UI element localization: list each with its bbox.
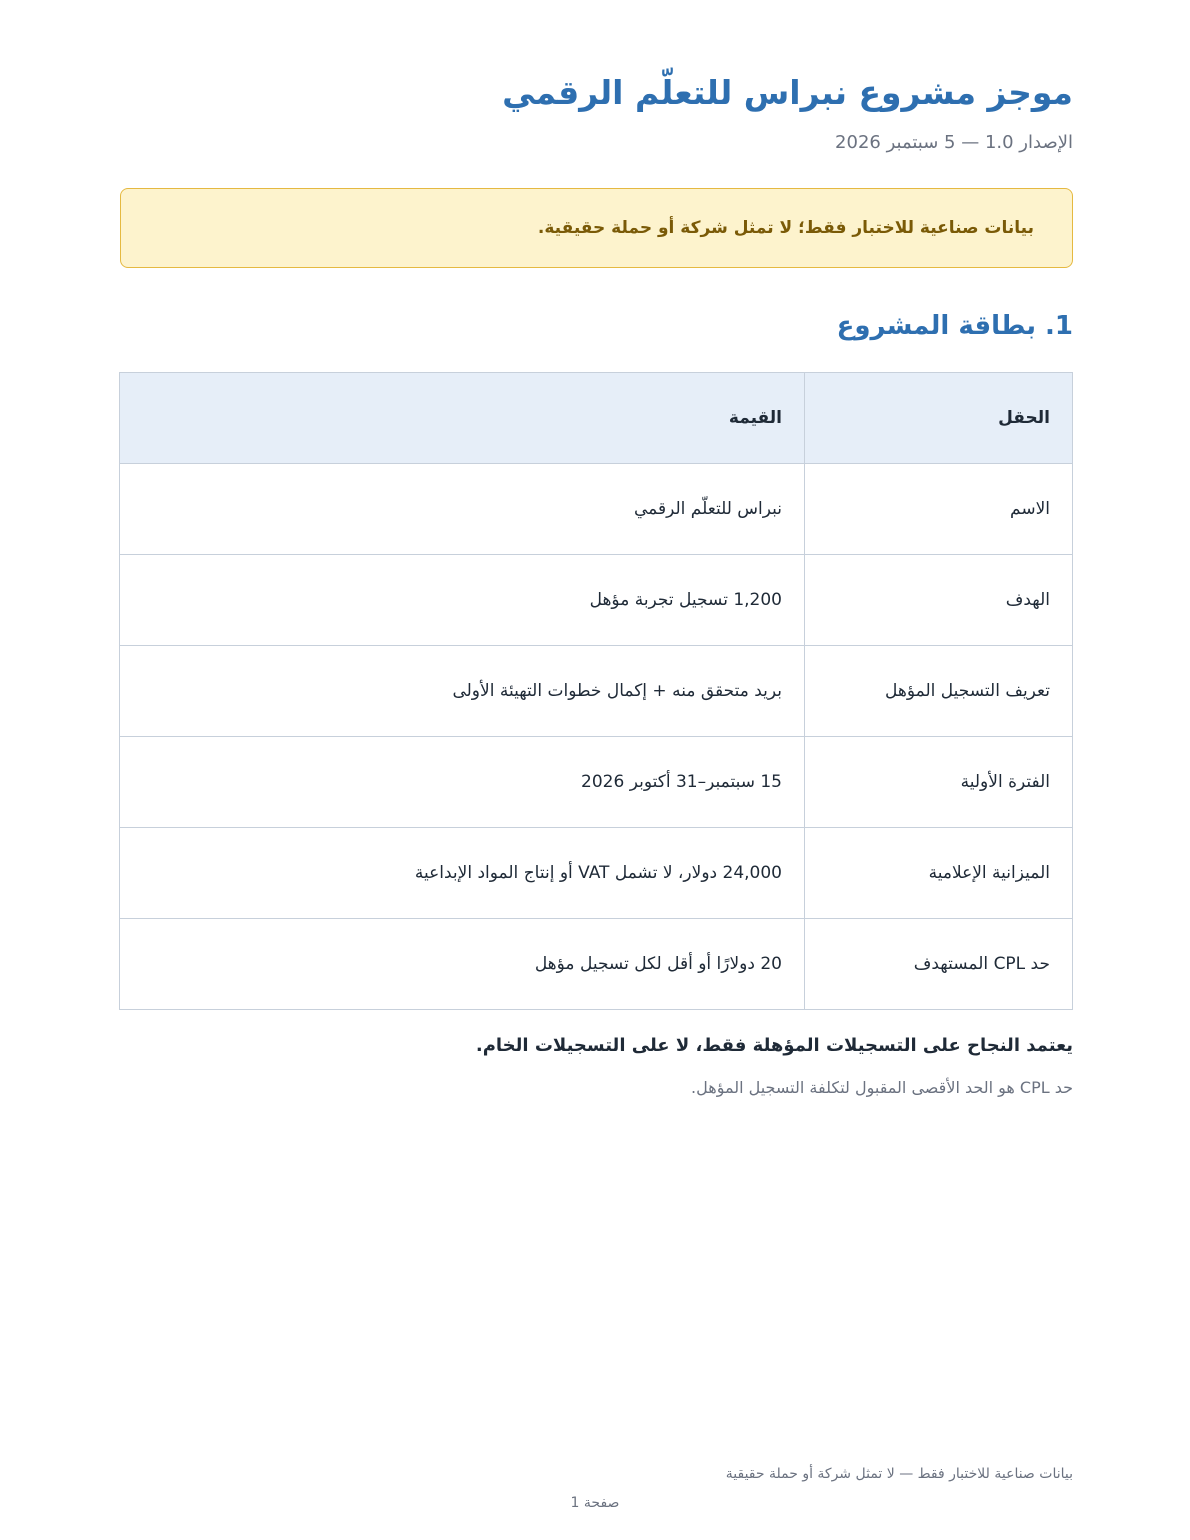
row-value: 20 دولارًا أو أقل لكل تسجيل مؤهل [120,919,805,1010]
table-row [120,464,1073,555]
footer-disclaimer: بيانات صناعية للاختبار فقط — لا تمثل شركة أو حملة حقيقية [725,1466,1073,1482]
row-field: الفترة الأولية [805,737,1073,828]
table-row [120,646,1073,737]
table-header-row [120,373,1073,464]
row-field: الميزانية الإعلامية [805,828,1073,919]
row-field: الاسم [805,464,1073,555]
row-field: حد CPL المستهدف [805,919,1073,1010]
project-card-table [119,372,1073,1010]
table-row [120,919,1073,1010]
cpl-note: حد CPL هو الحد الأقصى المقبول لتكلفة التسجيل المؤهل. [691,1078,1073,1097]
row-value: بريد متحقق منه + إكمال خطوات التهيئة الأولى [120,646,805,737]
table-row [120,828,1073,919]
row-value: 1,200 تسجيل تجربة مؤهل [120,555,805,646]
table-row [120,737,1073,828]
row-value: نبراس للتعلّم الرقمي [120,464,805,555]
row-field: الهدف [805,555,1073,646]
header-field: الحقل [805,373,1073,464]
synthetic-data-notice [120,188,1073,268]
page-number: صفحة 1 [570,1495,620,1511]
table-row [120,555,1073,646]
row-value: 15 سبتمبر–31 أكتوبر 2026 [120,737,805,828]
row-value: 24,000 دولار، لا تشمل VAT أو إنتاج المواد الإبداعية [120,828,805,919]
header-value: القيمة [120,373,805,464]
section-title: 1. بطاقة المشروع [836,311,1073,341]
document-page [120,0,1073,1100]
document-version-date: الإصدار 1.0 — 5 سبتمبر 2026 [835,132,1073,153]
document-title: موجز مشروع نبراس للتعلّم الرقمي [502,73,1073,112]
notice-text: بيانات صناعية للاختبار فقط؛ لا تمثل شركة أو حملة حقيقية. [537,218,1034,238]
row-field: تعريف التسجيل المؤهل [805,646,1073,737]
success-criteria-statement: يعتمد النجاح على التسجيلات المؤهلة فقط، لا على التسجيلات الخام. [475,1035,1073,1056]
